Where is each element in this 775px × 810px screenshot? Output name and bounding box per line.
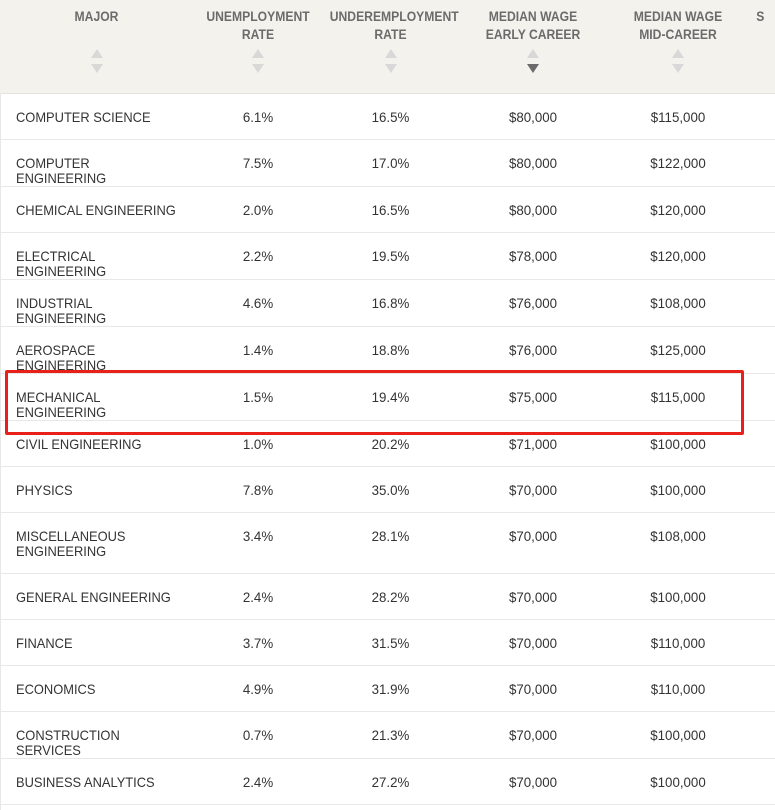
column-header-mid-label-line2: MID-CAREER <box>639 27 717 42</box>
median-wage-mid-cell <box>608 513 748 574</box>
major-cell <box>0 759 193 805</box>
median-wage-early-cell-value: $70,000 <box>508 589 558 605</box>
median-wage-mid-cell-value: $100,000 <box>650 589 706 605</box>
table-row <box>0 513 775 574</box>
underemployment-rate-cell-value: 16.5% <box>371 202 410 218</box>
column-header-underemployment-label-line2: RATE <box>374 27 407 42</box>
median-wage-early-cell <box>458 666 608 712</box>
underemployment-rate-cell <box>323 467 458 513</box>
column-header-median-wage-mid-career[interactable] <box>608 0 748 94</box>
median-wage-mid-cell-value: $100,000 <box>650 482 706 498</box>
major-cell <box>0 467 193 513</box>
underemployment-rate-cell-value: 31.9% <box>371 681 410 697</box>
column-header-early-label-line1: MEDIAN WAGE <box>488 9 578 24</box>
median-wage-early-cell-value: $76,000 <box>508 295 558 311</box>
sort-control-underemployment[interactable] <box>323 49 458 73</box>
truncated-cell <box>748 620 775 666</box>
major-cell-value: ELECTRICAL ENGINEERING <box>16 248 107 279</box>
underemployment-rate-cell-value: 28.1% <box>371 528 410 544</box>
underemployment-rate-cell <box>323 187 458 233</box>
median-wage-mid-cell <box>608 327 748 374</box>
underemployment-rate-cell <box>323 327 458 374</box>
table-row <box>0 140 775 187</box>
column-header-underemployment-label-line1: UNDEREMPLOYMENT <box>329 9 459 24</box>
unemployment-rate-cell <box>193 187 323 233</box>
underemployment-rate-cell <box>323 140 458 187</box>
truncated-cell <box>748 233 775 280</box>
table-body <box>0 94 775 805</box>
sort-descending-icon[interactable] <box>252 64 264 73</box>
table-header <box>0 0 775 94</box>
unemployment-rate-cell-value: 4.6% <box>242 295 274 311</box>
unemployment-rate-cell-value: 3.7% <box>242 635 274 651</box>
median-wage-early-cell <box>458 94 608 140</box>
median-wage-mid-cell <box>608 374 748 421</box>
unemployment-rate-cell-value: 1.5% <box>242 389 274 405</box>
major-cell <box>0 620 193 666</box>
underemployment-rate-cell-value: 19.5% <box>371 248 410 264</box>
column-header-early-label-line2: EARLY CAREER <box>485 27 581 42</box>
unemployment-rate-cell-value: 1.0% <box>242 436 274 452</box>
table-row <box>0 327 775 374</box>
median-wage-mid-cell <box>608 140 748 187</box>
table-row <box>0 233 775 280</box>
median-wage-early-cell <box>458 187 608 233</box>
major-cell-value: MISCELLANEOUS ENGINEERING <box>16 528 126 559</box>
median-wage-mid-cell <box>608 421 748 467</box>
unemployment-rate-cell-value: 3.4% <box>242 528 274 544</box>
table-row <box>0 759 775 805</box>
median-wage-mid-cell-value: $100,000 <box>650 727 706 743</box>
median-wage-mid-cell <box>608 280 748 327</box>
sort-descending-active-icon[interactable] <box>527 64 539 73</box>
major-cell <box>0 140 193 187</box>
median-wage-mid-cell <box>608 666 748 712</box>
truncated-cell <box>748 94 775 140</box>
median-wage-mid-cell-value: $108,000 <box>650 295 706 311</box>
median-wage-mid-cell <box>608 620 748 666</box>
median-wage-mid-cell-value: $115,000 <box>650 389 706 405</box>
major-cell <box>0 233 193 280</box>
median-wage-early-cell <box>458 620 608 666</box>
unemployment-rate-cell-value: 7.8% <box>242 482 274 498</box>
sort-ascending-icon[interactable] <box>672 49 684 58</box>
column-header-mid-label-line1: MEDIAN WAGE <box>633 9 723 24</box>
unemployment-rate-cell-value: 2.4% <box>242 589 274 605</box>
table-row <box>0 280 775 327</box>
major-cell-value: CIVIL ENGINEERING <box>16 436 142 452</box>
unemployment-rate-cell-value: 4.9% <box>242 681 274 697</box>
major-cell <box>0 94 193 140</box>
sort-descending-icon[interactable] <box>385 64 397 73</box>
major-cell-value: COMPUTER ENGINEERING <box>16 155 107 186</box>
table-row <box>0 467 775 513</box>
major-cell-value: INDUSTRIAL ENGINEERING <box>16 295 107 326</box>
underemployment-rate-cell <box>323 421 458 467</box>
truncated-cell <box>748 467 775 513</box>
truncated-cell <box>748 712 775 759</box>
underemployment-rate-cell-value: 35.0% <box>371 482 410 498</box>
unemployment-rate-cell-value: 7.5% <box>242 155 274 171</box>
underemployment-rate-cell <box>323 620 458 666</box>
median-wage-early-cell-value: $70,000 <box>508 635 558 651</box>
unemployment-rate-cell-value: 2.2% <box>242 248 274 264</box>
underemployment-rate-cell-value: 28.2% <box>371 589 410 605</box>
sort-control-mid-career[interactable] <box>608 49 748 73</box>
underemployment-rate-cell <box>323 94 458 140</box>
underemployment-rate-cell <box>323 574 458 620</box>
median-wage-early-cell-value: $78,000 <box>508 248 558 264</box>
underemployment-rate-cell <box>323 280 458 327</box>
table-left-border <box>0 93 1 810</box>
median-wage-early-cell-value: $70,000 <box>508 681 558 697</box>
unemployment-rate-cell-value: 2.0% <box>242 202 274 218</box>
major-cell <box>0 327 193 374</box>
table-row <box>0 620 775 666</box>
column-header-underemployment-rate[interactable] <box>323 0 458 94</box>
median-wage-early-cell-value: $70,000 <box>508 727 558 743</box>
major-cell-value: AEROSPACE ENGINEERING <box>16 342 107 373</box>
truncated-cell <box>748 374 775 421</box>
major-cell <box>0 374 193 421</box>
median-wage-mid-cell-value: $100,000 <box>650 436 706 452</box>
underemployment-rate-cell <box>323 712 458 759</box>
median-wage-early-cell-value: $70,000 <box>508 774 558 790</box>
median-wage-early-cell <box>458 233 608 280</box>
truncated-cell <box>748 759 775 805</box>
truncated-cell <box>748 666 775 712</box>
median-wage-mid-cell <box>608 187 748 233</box>
column-header-unemployment-label-line2: RATE <box>241 27 275 42</box>
sort-ascending-icon[interactable] <box>252 49 264 58</box>
table-row <box>0 666 775 712</box>
unemployment-rate-cell <box>193 421 323 467</box>
truncated-cell <box>748 513 775 574</box>
table-row <box>0 574 775 620</box>
underemployment-rate-cell-value: 27.2% <box>371 774 410 790</box>
median-wage-early-cell <box>458 513 608 574</box>
underemployment-rate-cell <box>323 513 458 574</box>
underemployment-rate-cell-value: 16.8% <box>371 295 410 311</box>
sort-ascending-icon[interactable] <box>385 49 397 58</box>
major-cell-value: BUSINESS ANALYTICS <box>16 774 155 790</box>
truncated-cell <box>748 327 775 374</box>
unemployment-rate-cell <box>193 280 323 327</box>
median-wage-early-cell <box>458 759 608 805</box>
column-header-unemployment-rate[interactable] <box>193 0 323 94</box>
median-wage-mid-cell <box>608 574 748 620</box>
median-wage-early-cell-value: $71,000 <box>508 436 558 452</box>
median-wage-early-cell <box>458 421 608 467</box>
underemployment-rate-cell <box>323 759 458 805</box>
sort-ascending-icon[interactable] <box>527 49 539 58</box>
median-wage-early-cell-value: $80,000 <box>508 202 558 218</box>
unemployment-rate-cell-value: 0.7% <box>242 727 274 743</box>
truncated-cell <box>748 280 775 327</box>
unemployment-rate-cell <box>193 620 323 666</box>
column-header-major[interactable] <box>0 0 193 94</box>
unemployment-rate-cell-value: 1.4% <box>242 342 274 358</box>
median-wage-mid-cell-value: $110,000 <box>650 635 706 651</box>
column-header-major-label: MAJOR <box>74 9 119 24</box>
major-cell <box>0 187 193 233</box>
table-row <box>0 187 775 233</box>
median-wage-mid-cell-value: $115,000 <box>650 109 706 125</box>
median-wage-early-cell-value: $75,000 <box>508 389 558 405</box>
underemployment-rate-cell-value: 17.0% <box>371 155 410 171</box>
median-wage-mid-cell <box>608 467 748 513</box>
unemployment-rate-cell <box>193 574 323 620</box>
median-wage-mid-cell-value: $110,000 <box>650 681 706 697</box>
median-wage-early-cell-value: $70,000 <box>508 528 558 544</box>
median-wage-early-cell-value: $80,000 <box>508 155 558 171</box>
sort-ascending-icon[interactable] <box>91 49 103 58</box>
unemployment-rate-cell <box>193 759 323 805</box>
truncated-cell <box>748 187 775 233</box>
major-cell-value: ECONOMICS <box>16 681 96 697</box>
median-wage-early-cell <box>458 574 608 620</box>
underemployment-rate-cell-value: 18.8% <box>371 342 410 358</box>
median-wage-mid-cell <box>608 94 748 140</box>
unemployment-rate-cell <box>193 233 323 280</box>
median-wage-mid-cell-value: $122,000 <box>650 155 706 171</box>
major-cell-value: PHYSICS <box>16 482 73 498</box>
unemployment-rate-cell <box>193 712 323 759</box>
median-wage-mid-cell-value: $120,000 <box>650 248 706 264</box>
median-wage-early-cell-value: $80,000 <box>508 109 558 125</box>
major-cell <box>0 421 193 467</box>
underemployment-rate-cell <box>323 666 458 712</box>
median-wage-early-cell <box>458 140 608 187</box>
sort-control-unemployment[interactable] <box>193 49 323 73</box>
major-cell <box>0 513 193 574</box>
column-header-unemployment-label-line1: UNEMPLOYMENT <box>206 9 310 24</box>
table-row <box>0 374 775 421</box>
median-wage-early-cell-value: $76,000 <box>508 342 558 358</box>
major-cell-value: CONSTRUCTION SERVICES <box>16 727 120 758</box>
median-wage-mid-cell-value: $120,000 <box>650 202 706 218</box>
sort-descending-icon[interactable] <box>91 64 103 73</box>
major-cell-value: CHEMICAL ENGINEERING <box>16 202 176 218</box>
major-cell-value: GENERAL ENGINEERING <box>16 589 171 605</box>
major-cell <box>0 666 193 712</box>
median-wage-early-cell-value: $70,000 <box>508 482 558 498</box>
underemployment-rate-cell-value: 21.3% <box>371 727 410 743</box>
major-cell-value: FINANCE <box>16 635 73 651</box>
truncated-cell <box>748 574 775 620</box>
unemployment-rate-cell <box>193 140 323 187</box>
underemployment-rate-cell-value: 16.5% <box>371 109 410 125</box>
median-wage-mid-cell-value: $125,000 <box>650 342 706 358</box>
unemployment-rate-cell <box>193 467 323 513</box>
sort-descending-icon[interactable] <box>672 64 684 73</box>
major-cell <box>0 280 193 327</box>
underemployment-rate-cell-value: 20.2% <box>371 436 410 452</box>
table-row <box>0 94 775 140</box>
median-wage-mid-cell <box>608 233 748 280</box>
table-row <box>0 421 775 467</box>
column-header-median-wage-early-career[interactable] <box>458 0 608 94</box>
underemployment-rate-cell-value: 31.5% <box>371 635 410 651</box>
median-wage-early-cell <box>458 280 608 327</box>
unemployment-rate-cell-value: 6.1% <box>242 109 274 125</box>
median-wage-early-cell <box>458 327 608 374</box>
median-wage-mid-cell <box>608 712 748 759</box>
underemployment-rate-cell-value: 19.4% <box>371 389 410 405</box>
column-header-truncated-label: S <box>756 9 765 24</box>
median-wage-early-cell <box>458 712 608 759</box>
sort-control-major[interactable] <box>0 49 193 73</box>
median-wage-mid-cell-value: $100,000 <box>650 774 706 790</box>
unemployment-rate-cell <box>193 327 323 374</box>
unemployment-rate-cell <box>193 94 323 140</box>
truncated-cell <box>748 421 775 467</box>
underemployment-rate-cell <box>323 233 458 280</box>
median-wage-mid-cell <box>608 759 748 805</box>
major-cell <box>0 574 193 620</box>
underemployment-rate-cell <box>323 374 458 421</box>
truncated-cell <box>748 140 775 187</box>
sort-control-early-career[interactable] <box>458 49 608 73</box>
median-wage-early-cell <box>458 374 608 421</box>
major-cell-value: COMPUTER SCIENCE <box>16 109 151 125</box>
table-row <box>0 712 775 759</box>
major-cell-value: MECHANICAL ENGINEERING <box>16 389 107 420</box>
median-wage-early-cell <box>458 467 608 513</box>
unemployment-rate-cell <box>193 513 323 574</box>
unemployment-rate-cell-value: 2.4% <box>242 774 274 790</box>
median-wage-mid-cell-value: $108,000 <box>650 528 706 544</box>
unemployment-rate-cell <box>193 666 323 712</box>
major-cell <box>0 712 193 759</box>
column-header-truncated[interactable] <box>748 0 775 94</box>
unemployment-rate-cell <box>193 374 323 421</box>
